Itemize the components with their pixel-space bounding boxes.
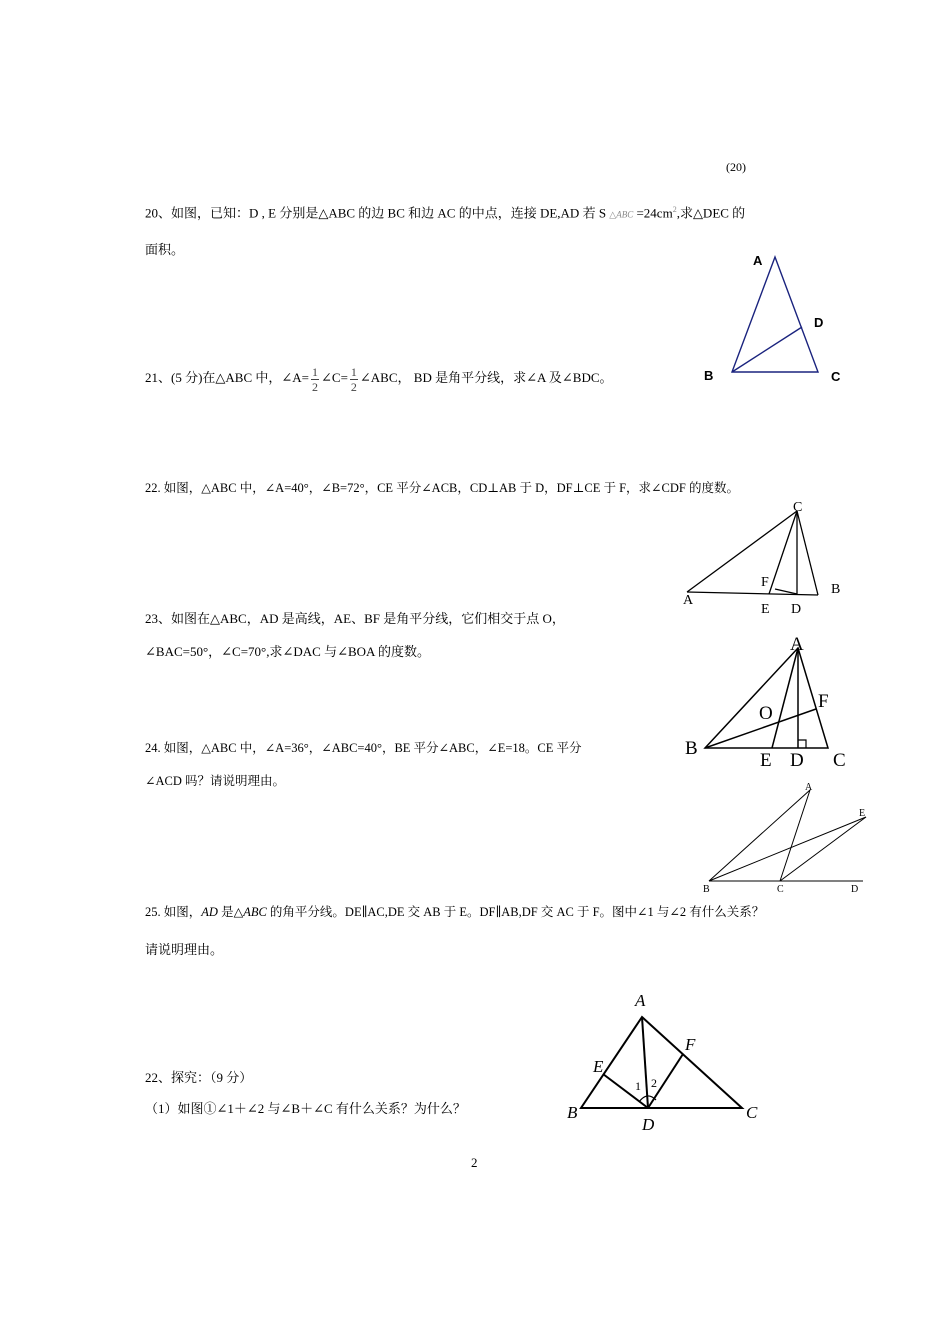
fig22-label-e: E (761, 602, 770, 617)
explore-title: 22、探究：（9 分） (145, 1070, 253, 1085)
fig25-label-d: D (642, 1115, 655, 1134)
figure-22 (680, 500, 850, 620)
fig22-label-f: F (761, 575, 769, 590)
fig24-label-a: A (805, 782, 813, 793)
q20-text-b: =24cm (636, 205, 673, 221)
question-25-line2: 请说明理由。 (145, 942, 224, 957)
fig23-label-a: A (790, 634, 804, 655)
fig22-label-a: A (683, 593, 694, 608)
q21-text-b: ∠C= (321, 370, 348, 385)
fig24-label-e: E (859, 808, 866, 819)
fig22-segment-df (775, 589, 797, 594)
fig20-label-a: A (753, 253, 763, 268)
explore-item-1: （1）如图①∠1＋∠2 与∠B＋∠C 有什么关系？为什么？ (145, 1101, 466, 1116)
figure-tag: (20) (726, 160, 746, 174)
question-23-line1: 23、如图在△ABC，AD 是高线，AE、BF 是角平分线，它们相交于点 O， (145, 611, 565, 626)
fig24-label-b: B (703, 884, 710, 895)
fig23-label-o: O (759, 703, 773, 724)
fig23-label-e: E (760, 750, 772, 771)
q25-text-b: 是△ (217, 905, 244, 919)
fig23-label-b: B (685, 738, 698, 759)
fig25-label-angle-2: 2 (651, 1076, 657, 1090)
fig20-label-c: C (831, 369, 841, 384)
q20-text-c: ,求△DEC 的 (676, 205, 746, 221)
fig23-label-f: F (818, 691, 829, 712)
q21-frac2-numerator: 1 (350, 364, 357, 379)
q21-text-c: ∠ABC， BD 是角平分线，求∠A 及∠BDC。 (359, 370, 613, 385)
question-22: 22. 如图，△ABC 中，∠A=40°，∠B=72°，CE 平分∠ACB，CD⊥AB 于 D，DF⊥CE 于 F，求∠CDF 的度数。 (145, 481, 739, 495)
figure-24 (695, 775, 875, 900)
fig20-label-b: B (704, 368, 714, 383)
page-number: 2 (471, 1155, 478, 1170)
q21-frac2-denominator: 2 (350, 379, 357, 394)
figure-25 (555, 990, 775, 1140)
q20-subscript: △ABC (609, 209, 634, 220)
question-20-line1 (145, 206, 745, 219)
fig22-side-cb (797, 511, 818, 595)
fig20-triangle (732, 257, 818, 372)
q25-ad: AD (201, 905, 218, 919)
fig25-label-f: F (685, 1035, 696, 1054)
fig25-label-a: A (635, 991, 646, 1010)
q21-frac1-denominator: 2 (312, 379, 318, 394)
fig24-label-c: C (777, 884, 784, 895)
q21-text-a: 21、(5 分)在△ABC 中，∠A= (145, 370, 309, 385)
question-24-line2: ∠ACD 吗？请说明理由。 (145, 774, 285, 788)
fig25-label-c: C (746, 1103, 758, 1122)
fig25-segment-ad (642, 1017, 648, 1108)
fig20-label-d: D (814, 315, 824, 330)
figure-23 (680, 630, 860, 770)
question-25-line1 (145, 906, 764, 919)
fig22-label-c: C (793, 500, 803, 515)
fig25-label-angle-1: 1 (635, 1079, 641, 1093)
q21-fraction-1 (311, 366, 319, 393)
fig25-label-e: E (593, 1057, 604, 1076)
q21-frac1-numerator: 1 (312, 364, 318, 379)
fig23-triangle (705, 648, 828, 748)
fig23-label-d: D (790, 750, 804, 771)
fig24-segment-be (709, 817, 866, 881)
fig22-side-ab (687, 592, 818, 595)
q25-text-c: 的角平分线。DE∥AC,DE 交 AB 于 E。DF∥AB,DF 交 AC 于 F。图中∠1 与∠2 有什么关系？ (266, 905, 765, 919)
fig25-segment-de (603, 1074, 648, 1108)
question-24-line1: 24. 如图，△ABC 中，∠A=36°，∠ABC=40°，BE 平分∠ABC，∠E=18。CE 平分 (145, 741, 582, 755)
fig20-segment-bd (732, 327, 802, 372)
q25-abc: ABC (243, 905, 267, 919)
fig23-right-angle-mark (798, 740, 806, 748)
fig24-segment-ce (780, 817, 866, 881)
q25-text-a: 25. 如图， (145, 905, 202, 919)
fig24-label-d: D (851, 884, 859, 895)
question-21 (145, 359, 613, 397)
fig22-side-ac (687, 511, 797, 592)
question-23-line2: ∠BAC=50°，∠C=70°,求∠DAC 与∠BOA 的度数。 (145, 644, 430, 659)
q20-superscript: 2 (672, 205, 677, 214)
fig25-label-b: B (567, 1103, 578, 1122)
q21-fraction-2 (350, 366, 358, 393)
fig22-segment-ce (769, 511, 797, 594)
figure-20 (700, 250, 860, 390)
fig22-label-b: B (831, 582, 841, 597)
question-20-line2: 面积。 (145, 242, 185, 257)
fig25-triangle (581, 1017, 742, 1108)
fig22-label-d: D (791, 602, 802, 617)
q20-text-a: 20、如图，已知：D , E 分别是△ABC 的边 BC 和边 AC 的中点，连接 DE,AD 若 S (145, 205, 607, 221)
fig23-label-c: C (833, 750, 846, 771)
